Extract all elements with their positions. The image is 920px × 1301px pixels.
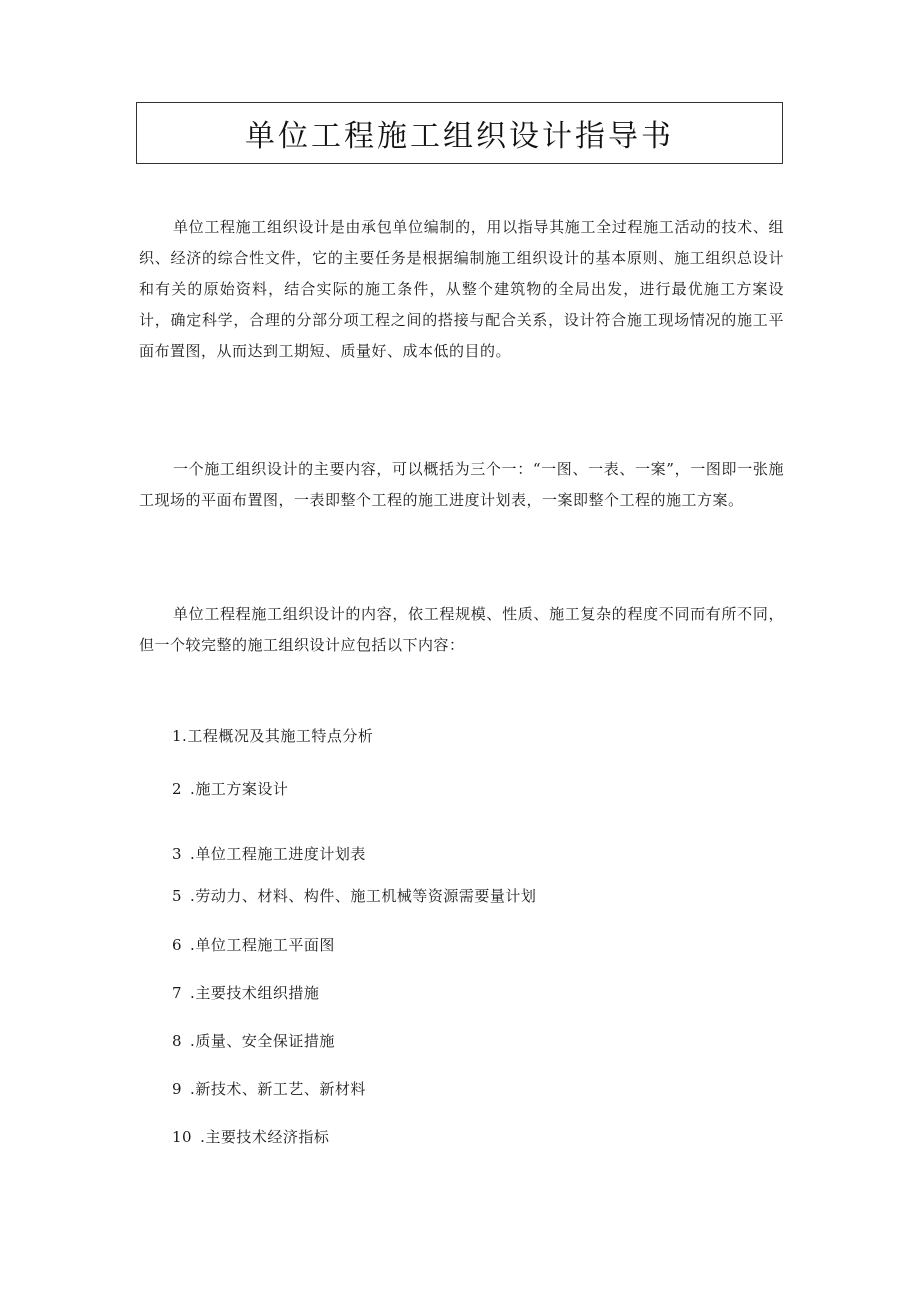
list-item xyxy=(172,1078,366,1100)
list-item-number: 7 xyxy=(172,984,183,1002)
list-item-number: 2 xyxy=(172,780,183,798)
list-item xyxy=(172,778,288,800)
document-title: 单位工程施工组织设计指导书 xyxy=(245,119,674,154)
list-item-number: 3 xyxy=(172,845,183,863)
document-title-box xyxy=(136,102,783,164)
main-content-paragraph: 一个施工组织设计的主要内容，可以概括为三个一：“一图、一表、一案”，一图即一张施工现场的平面布置图，一表即整个工程的施工进度计划表，一案即整个工程的施工方案。 xyxy=(139,460,784,509)
list-item xyxy=(172,885,536,907)
list-item-number: 5 xyxy=(172,887,183,905)
list-item xyxy=(172,982,319,1004)
list-item-text: .单位工程施工平面图 xyxy=(190,936,335,954)
content-scope-paragraph: 单位工程程施工组织设计的内容，依工程规模、性质、施工复杂的程度不同而有所不同，但一个较完整的施工组织设计应包括以下内容： xyxy=(139,605,784,654)
list-item-text: .主要技术组织措施 xyxy=(190,984,320,1002)
list-item-text: .单位工程施工进度计划表 xyxy=(190,845,366,863)
list-item-text: .施工方案设计 xyxy=(190,780,289,798)
list-item xyxy=(172,1126,329,1148)
list-item xyxy=(172,934,335,956)
list-item-number: 10 xyxy=(172,1128,193,1146)
list-item-text: .新技术、新工艺、新材料 xyxy=(190,1080,366,1098)
list-item xyxy=(172,1030,335,1052)
list-item xyxy=(172,725,373,747)
list-item-number: 9 xyxy=(172,1080,183,1098)
list-item xyxy=(172,843,366,865)
list-item-text: .质量、安全保证措施 xyxy=(190,1032,335,1050)
list-item-number: 6 xyxy=(172,936,183,954)
intro-paragraph: 单位工程施工组织设计是由承包单位编制的，用以指导其施工全过程施工活动的技术、组织、经济的综合性文件，它的主要任务是根据编制施工组织设计的基本原则、施工组织总设计和有关的原始资料，结合实际的施工条件，从整个建筑物的全局出发，进行最优施工方案设计，确定科学，合理的分部分项工程之间的搭接与配合关系，设计符合施工现场情况的施工平面布置图，从而达到工期短、质量好、成本低的目的。 xyxy=(139,218,784,360)
list-item-text: 工程概况及其施工特点分析 xyxy=(187,727,374,745)
list-item-text: .劳动力、材料、构件、施工机械等资源需要量计划 xyxy=(190,887,537,905)
list-item-number: 1. xyxy=(172,727,188,745)
list-item-text: .主要技术经济指标 xyxy=(200,1128,330,1146)
list-item-number: 8 xyxy=(172,1032,183,1050)
